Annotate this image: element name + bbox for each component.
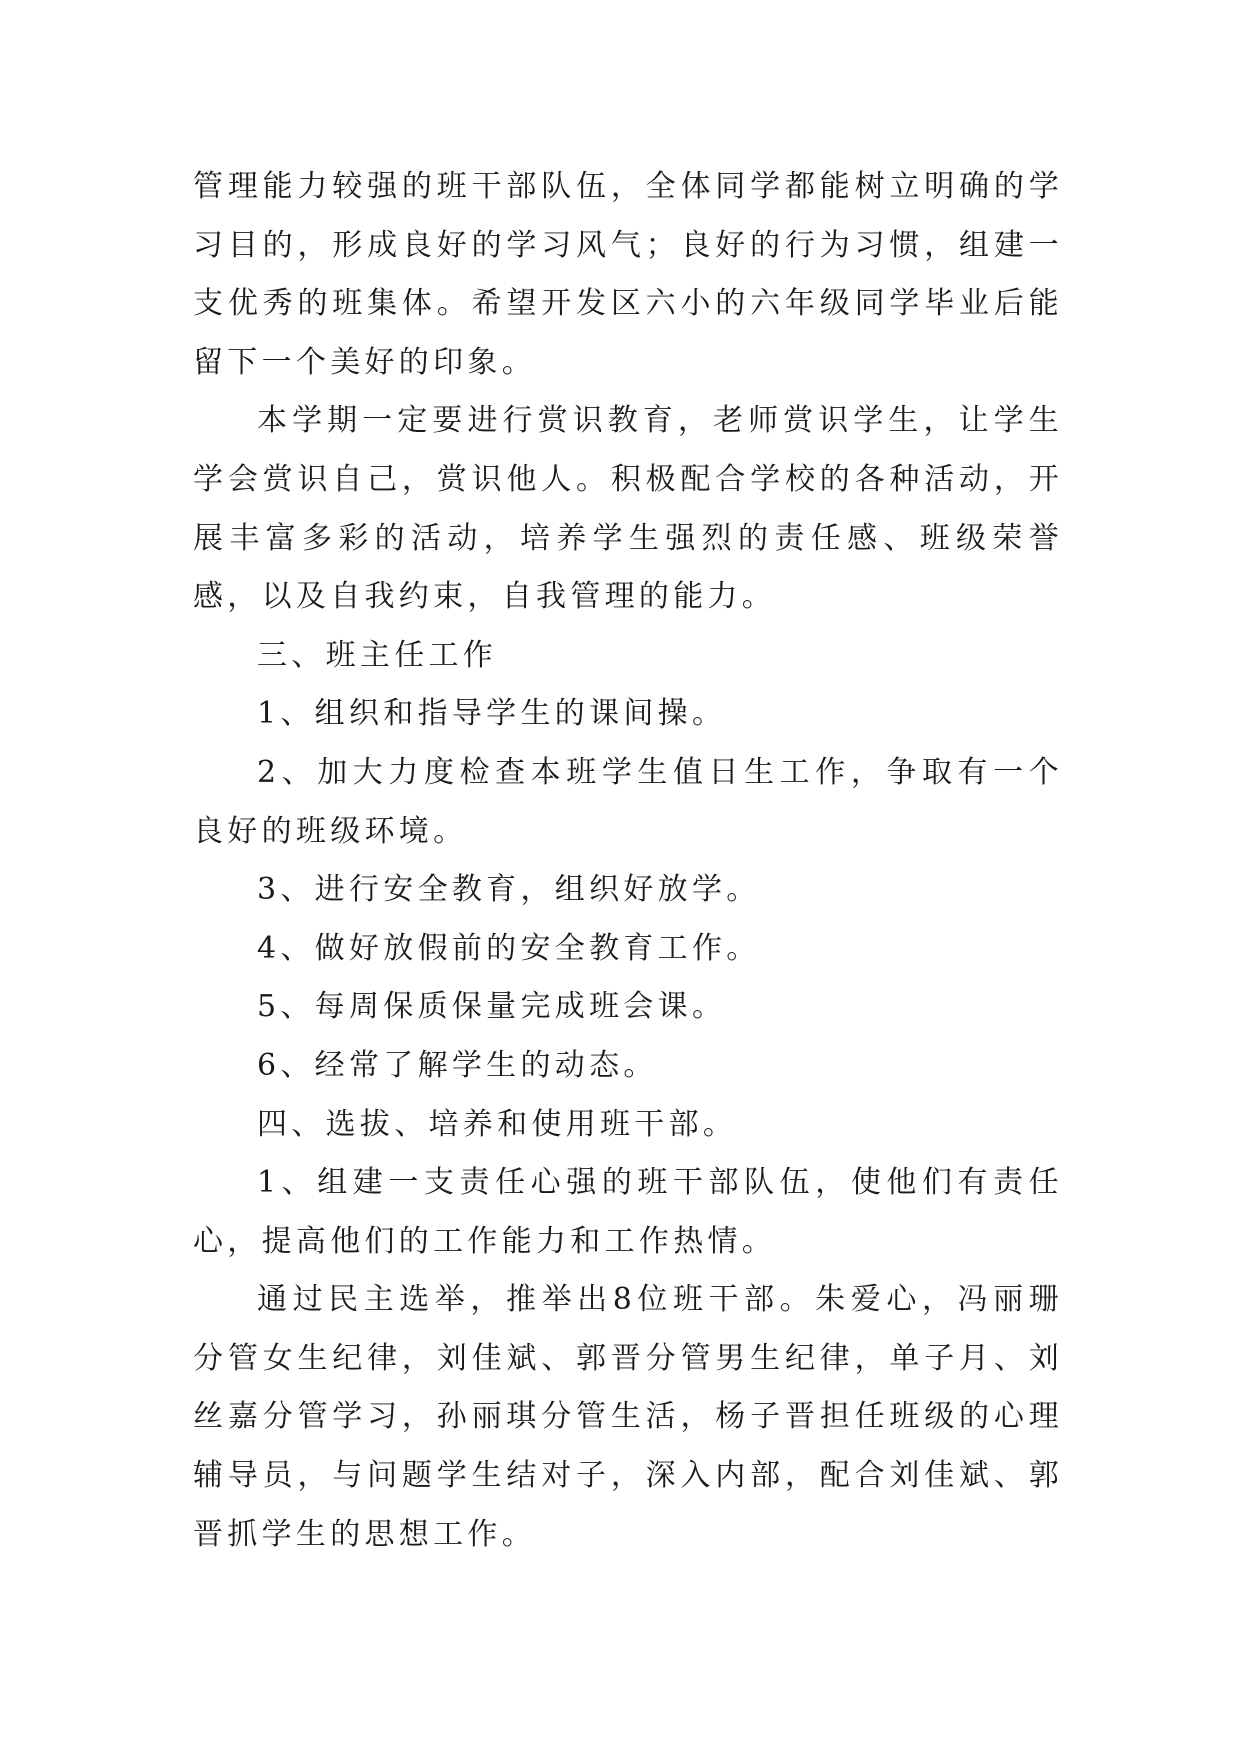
list-item-student-dynamics: 6、经常了解学生的动态。 bbox=[257, 1047, 658, 1083]
section-heading-class-cadres: 四、选拔、培养和使用班干部。 bbox=[257, 1106, 738, 1142]
list-item-class-meeting: 5、每周保质保量完成班会课。 bbox=[257, 989, 727, 1025]
document-body bbox=[193, 158, 1063, 1564]
list-item-cadre-team: 1、组建一支责任心强的班干部队伍，使他们有责任心，提高他们的工作能力和工作热情。 bbox=[193, 1165, 1063, 1259]
paragraph-appreciation-education: 本学期一定要进行赏识教育，老师赏识学生，让学生学会赏识自己，赏识他人。积极配合学校的各种活动，开展丰富多彩的活动，培养学生强烈的责任感、班级荣誉感，以及自我约束，自我管理的能力。 bbox=[193, 403, 1063, 615]
list-item-holiday-safety: 4、做好放假前的安全教育工作。 bbox=[257, 930, 761, 966]
list-item-duty-check: 2、加大力度检查本班学生值日生工作，争取有一个良好的班级环境。 bbox=[193, 754, 1063, 849]
list-item-exercise: 1、组织和指导学生的课间操。 bbox=[257, 696, 727, 732]
list-item-safety-dismissal: 3、进行安全教育，组织好放学。 bbox=[257, 872, 761, 908]
paragraph-cadre-election: 通过民主选举，推举出8位班干部。朱爱心，冯丽珊分管女生纪律，刘佳斌、郭晋分管男生纪律，单子月、刘丝嘉分管学习，孙丽琪分管生活，杨子晋担任班级的心理辅导员，与问题学生结对子，深入内部，配合刘佳斌、郭晋抓学生的思想工作。 bbox=[193, 1282, 1063, 1552]
paragraph-class-goal: 管理能力较强的班干部队伍，全体同学都能树立明确的学习目的，形成良好的学习风气；良好的行为习惯，组建一支优秀的班集体。希望开发区六小的六年级同学毕业后能留下一个美好的印象。 bbox=[193, 169, 1063, 380]
section-heading-teacher-work: 三、班主任工作 bbox=[257, 637, 498, 673]
